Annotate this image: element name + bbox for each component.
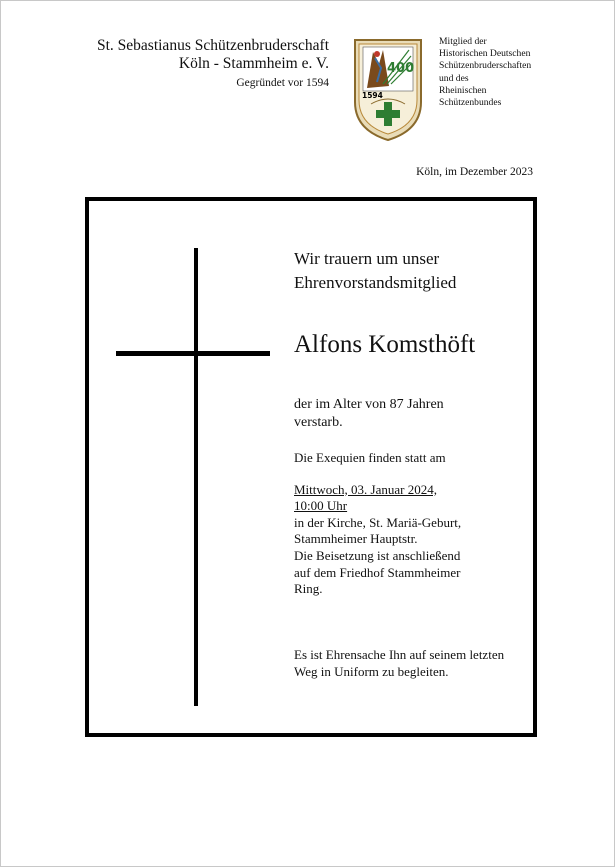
place-date-line: Köln, im Dezember 2023 [416,166,533,178]
service-time: 10:00 Uhr [294,498,348,514]
crest-year-text: 1594 [362,91,383,100]
honor-line: Weg in Uniform zu begleiten. [294,663,449,679]
membership-line: Historischen Deutschen [439,48,531,60]
membership-line: Schützenbundes [439,97,502,109]
honor-line: Es ist Ehrensache Ihn auf seinem letzten [294,647,505,662]
membership-line: und des [439,72,469,84]
org-name-line1: St. Sebastianus Schützenbruderschaft [96,37,329,54]
membership-note [439,36,531,109]
location-line: in der Kirche, St. Mariä-Geburt, [294,514,462,530]
exequies-intro: Die Exequien finden statt am [294,450,446,465]
burial-line: Ring. [294,581,323,597]
founded-text: Gegründet vor 1594 [236,77,329,89]
uniform-request [294,647,504,680]
mourning-line: Ehrenvorstandsmitglied [294,273,457,292]
age-statement [294,396,444,432]
crest-anniversary-text: 400 [387,61,415,76]
location-line: Stammheimer Hauptstr. [294,531,418,547]
deceased-name: Alfons Komsthöft [294,331,476,358]
membership-line: Mitglied der [439,36,487,47]
mourning-heading [294,247,456,295]
cross-icon-horizontal-bar [116,351,270,356]
org-name-line2: Köln - Stammheim e. V. [178,55,329,72]
membership-line: Schützenbruderschaften [439,60,532,72]
brotherhood-crest-icon [353,38,423,142]
mourning-line: Wir trauern um unser [294,249,440,268]
membership-line: Rheinischen [439,84,487,96]
cross-icon-vertical-bar [194,248,198,706]
age-line: der im Alter von 87 Jahren [294,397,444,412]
age-line: verstarb. [294,415,343,430]
burial-line: Die Beisetzung ist anschließend [294,547,461,563]
exequies-details [294,450,461,598]
service-date: Mittwoch, 03. Januar 2024, [294,481,437,497]
burial-line: auf dem Friedhof Stammheimer [294,564,461,580]
